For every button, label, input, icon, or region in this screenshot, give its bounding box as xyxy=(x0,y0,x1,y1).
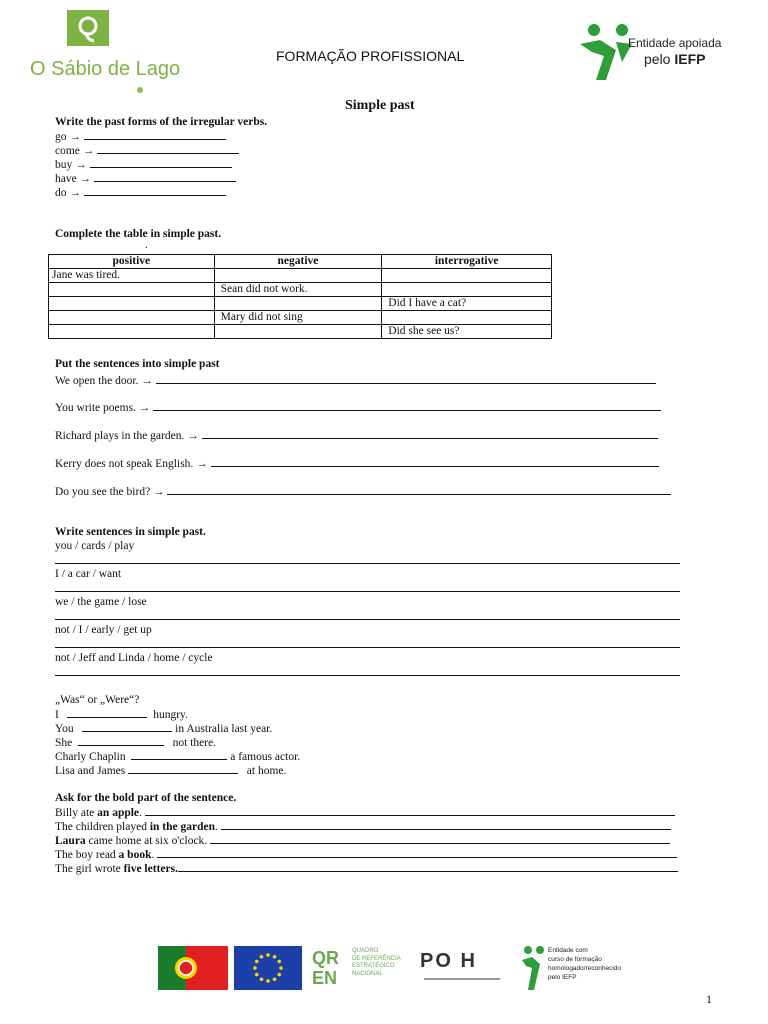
header-center-title: FORMAÇÃO PROFISSIONAL xyxy=(276,48,465,64)
prompt-item: I / a car / want xyxy=(55,568,122,580)
qren-text-line: ESTRATÉGICO xyxy=(352,963,395,969)
sentence-prompt: You write poems. → xyxy=(55,402,151,414)
answer-blank[interactable] xyxy=(145,805,675,816)
was-were-item xyxy=(55,735,216,750)
qren-text-line: DE REFERÊNCIA xyxy=(352,955,401,962)
answer-blank[interactable] xyxy=(167,484,671,495)
section1-heading: Write the past forms of the irregular verbs. xyxy=(55,116,268,128)
question-item xyxy=(55,833,670,848)
answer-blank[interactable] xyxy=(157,847,677,858)
logo-iefp xyxy=(576,22,736,84)
item-post: came home at six o'clock. xyxy=(85,835,211,847)
eu-star-icon xyxy=(273,955,277,959)
eu-star-icon xyxy=(266,953,270,957)
table-row xyxy=(49,283,552,297)
logo-sabio-de-lago xyxy=(30,8,180,96)
table-cell[interactable] xyxy=(382,269,552,283)
item-post: hungry. xyxy=(153,709,188,721)
section3-heading: Put the sentences into simple past xyxy=(55,358,220,370)
simple-past-table xyxy=(48,254,552,339)
table-cell[interactable] xyxy=(214,269,382,283)
item-post: a famous actor. xyxy=(230,751,301,763)
eu-star-icon xyxy=(266,979,270,983)
answer-blank[interactable] xyxy=(221,819,671,830)
answer-blank[interactable] xyxy=(78,735,164,746)
iefp-footer-line: pelo IEFP xyxy=(548,974,577,981)
answer-line[interactable] xyxy=(55,591,680,592)
sentence-item xyxy=(55,456,659,471)
svg-text:EN: EN xyxy=(312,968,338,986)
eu-star-icon xyxy=(277,960,281,964)
eu-star-icon xyxy=(253,966,257,970)
qren-logo xyxy=(312,946,412,990)
column-header: interrogative xyxy=(382,255,552,269)
table-cell[interactable] xyxy=(49,325,215,339)
qren-text-line: QUADRO xyxy=(352,948,379,954)
eu-star-icon xyxy=(260,977,264,981)
poph-text: PO H xyxy=(420,950,477,972)
item-pre: You xyxy=(55,723,74,735)
table-row xyxy=(49,269,552,283)
qren-mark-icon xyxy=(312,946,352,986)
portugal-flag-icon xyxy=(158,946,228,990)
sentence-prompt: Do you see the bird? → xyxy=(55,486,165,498)
answer-blank[interactable] xyxy=(202,428,658,439)
answer-blank[interactable] xyxy=(82,721,172,732)
item-bold: a book xyxy=(118,849,152,861)
was-were-item xyxy=(55,763,286,778)
iefp-line2-prefix: pelo xyxy=(644,51,675,67)
item-post: at home. xyxy=(246,765,287,777)
item-post: . xyxy=(151,849,158,861)
iefp-footer-logo xyxy=(520,944,620,994)
iefp-figure-icon xyxy=(576,22,636,84)
poph-logo xyxy=(420,946,510,990)
verb-item xyxy=(55,185,226,200)
eu-flag-icon xyxy=(234,946,302,990)
section2-dot: . xyxy=(145,239,148,251)
answer-line[interactable] xyxy=(55,563,680,564)
answer-blank[interactable] xyxy=(128,763,238,774)
table-cell[interactable] xyxy=(49,283,215,297)
svg-text:QR: QR xyxy=(312,948,339,968)
eu-star-icon xyxy=(255,973,259,977)
sentence-item xyxy=(55,428,658,443)
answer-blank[interactable] xyxy=(131,749,227,760)
table-row xyxy=(49,325,552,339)
answer-blank[interactable] xyxy=(211,456,659,467)
page-number: 1 xyxy=(706,992,712,1006)
answer-blank[interactable] xyxy=(210,833,670,844)
table-row xyxy=(49,311,552,325)
answer-blank[interactable] xyxy=(178,861,678,872)
answer-blank[interactable] xyxy=(84,129,226,140)
poph-bar-icon xyxy=(424,978,500,980)
logo-mark-icon xyxy=(30,8,180,96)
item-post: in Australia last year. xyxy=(175,723,273,735)
sentence-item xyxy=(55,400,661,415)
answer-line[interactable] xyxy=(55,619,680,620)
logo-text-part1: O Sábio xyxy=(30,58,103,80)
logo-text-part2: de Lago xyxy=(107,58,181,80)
table-header-row xyxy=(49,255,552,269)
sentence-prompt: We open the door. → xyxy=(55,375,153,387)
column-header: negative xyxy=(214,255,382,269)
section6-heading: Ask for the bold part of the sentence. xyxy=(55,792,237,804)
was-were-item xyxy=(55,707,188,722)
sentence-item xyxy=(55,373,656,388)
eu-star-icon xyxy=(279,966,283,970)
iefp-line2-bold: IEFP xyxy=(674,51,706,67)
iefp-footer-line: curso de formação xyxy=(548,956,602,963)
column-header: positive xyxy=(49,255,215,269)
question-item xyxy=(55,847,677,862)
eu-star-icon xyxy=(260,955,264,959)
item-post: . xyxy=(139,807,145,819)
verb-label: go → xyxy=(55,131,81,143)
question-item xyxy=(55,819,671,834)
qren-text-line: NACIONAL xyxy=(352,970,383,977)
eu-star-icon xyxy=(255,960,259,964)
eu-star-icon xyxy=(273,977,277,981)
item-bold: an apple xyxy=(97,807,140,819)
question-item xyxy=(55,805,675,820)
table-cell[interactable] xyxy=(214,325,382,339)
table-cell[interactable]: Did I have a cat? xyxy=(382,297,552,311)
verb-label: come → xyxy=(55,145,95,157)
answer-blank[interactable] xyxy=(90,157,232,168)
answer-blank[interactable] xyxy=(67,707,147,718)
answer-line[interactable] xyxy=(55,647,680,648)
table-cell[interactable] xyxy=(382,311,552,325)
verb-item xyxy=(55,171,236,186)
table-row xyxy=(49,297,552,311)
answer-line[interactable] xyxy=(55,675,680,676)
answer-blank[interactable] xyxy=(153,400,661,411)
prompt-item: not / Jeff and Linda / home / cycle xyxy=(55,652,213,664)
answer-blank[interactable] xyxy=(94,171,236,182)
item-pre: Lisa and James xyxy=(55,765,126,777)
table-cell[interactable]: Jane was tired. xyxy=(49,269,215,283)
was-were-item xyxy=(55,721,272,736)
section5-heading: „Was“ or „Were“? xyxy=(55,694,140,706)
item-pre: The children played xyxy=(55,821,150,833)
prompt-item: we / the game / lose xyxy=(55,596,147,608)
table-cell[interactable]: Mary did not sing xyxy=(214,311,382,325)
section4-heading: Write sentences in simple past. xyxy=(55,526,206,538)
item-pre: The girl wrote xyxy=(55,863,124,875)
sentence-prompt: Richard plays in the garden. → xyxy=(55,430,199,442)
prompt-item: not / I / early / get up xyxy=(55,624,152,636)
item-pre: The boy read xyxy=(55,849,119,861)
question-item xyxy=(55,861,678,876)
item-pre: Billy ate xyxy=(55,807,98,819)
iefp-footer-line: Entidade com xyxy=(548,947,588,954)
item-bold: in the garden xyxy=(149,821,216,833)
verb-item xyxy=(55,129,226,144)
section2-heading: Complete the table in simple past. xyxy=(55,228,222,240)
verb-label: do → xyxy=(55,187,81,199)
table-cell[interactable] xyxy=(49,311,215,325)
answer-blank[interactable] xyxy=(97,143,239,154)
verb-label: buy → xyxy=(55,159,87,171)
was-were-item xyxy=(55,749,300,764)
page-title: Simple past xyxy=(345,98,415,113)
iefp-footer-line: homologado/reconhecido xyxy=(548,965,621,972)
item-bold: five letters. xyxy=(123,863,178,875)
answer-blank[interactable] xyxy=(156,373,656,384)
table-cell[interactable]: Sean did not work. xyxy=(214,283,382,297)
sentence-item xyxy=(55,484,671,499)
item-pre: She xyxy=(55,737,73,749)
verb-item xyxy=(55,143,239,158)
item-post: not there. xyxy=(172,737,217,749)
table-cell[interactable] xyxy=(214,297,382,311)
iefp-footer-figure-icon xyxy=(520,944,546,992)
verb-item xyxy=(55,157,232,172)
answer-blank[interactable] xyxy=(84,185,226,196)
item-post: . xyxy=(215,821,221,833)
prompt-item: you / cards / play xyxy=(55,540,135,552)
table-cell[interactable]: Did she see us? xyxy=(382,325,552,339)
sentence-prompt: Kerry does not speak English. → xyxy=(55,458,208,470)
item-pre: I xyxy=(55,709,59,721)
iefp-line1: Entidade apoiada xyxy=(628,36,722,50)
verb-label: have → xyxy=(55,173,92,185)
item-pre: Charly Chaplin xyxy=(55,751,126,763)
eu-star-icon xyxy=(277,973,281,977)
table-cell[interactable] xyxy=(382,283,552,297)
item-bold: Laura xyxy=(55,835,86,847)
table-cell[interactable] xyxy=(49,297,215,311)
